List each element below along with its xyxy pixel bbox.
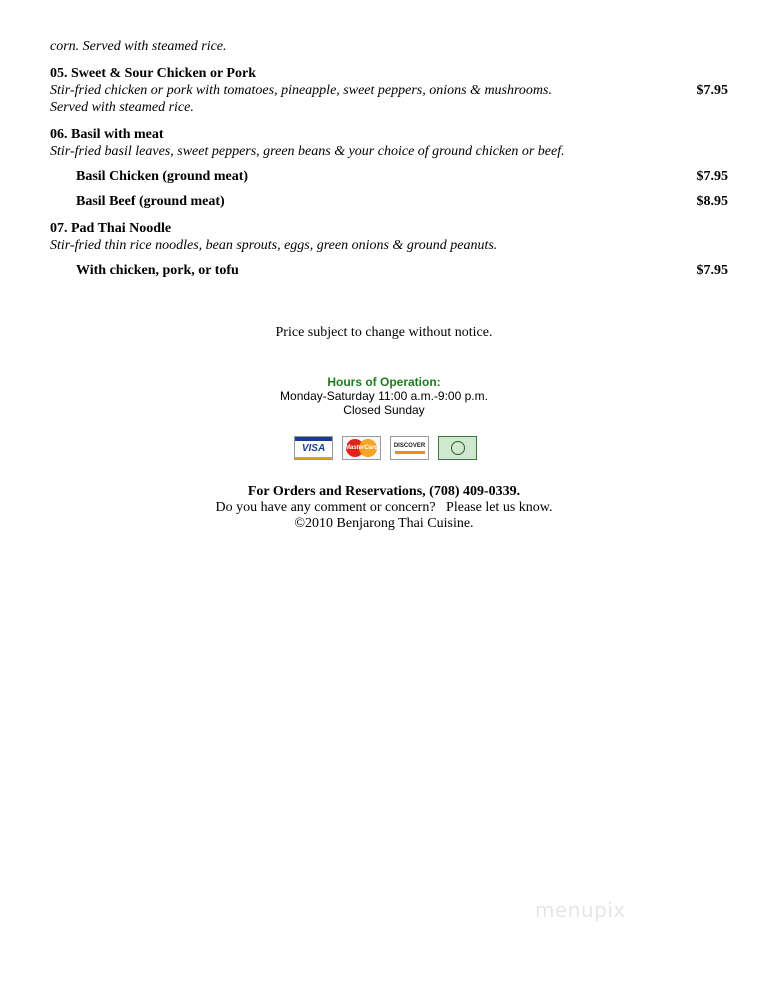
item-option	[50, 168, 728, 185]
orders-phone: For Orders and Reservations, (708) 409-0339.	[247, 484, 521, 499]
item-title: 06. Basil with meat	[50, 127, 164, 142]
item-title: 07. Pad Thai Noodle	[50, 221, 172, 236]
option-price: $8.95	[696, 194, 728, 209]
item-option	[50, 262, 728, 279]
payment-cards	[294, 436, 477, 460]
copyright: ©2010 Benjarong Thai Cuisine.	[294, 516, 474, 531]
item-description: Stir-fried basil leaves, sweet peppers, green beans & your choice of ground chicken or beef.	[50, 144, 565, 159]
option-label: Basil Chicken (ground meat)	[76, 169, 249, 184]
contact-info	[0, 484, 768, 532]
hours-weekday: Monday-Saturday 11:00 a.m.-9:00 p.m.	[280, 389, 488, 403]
option-price: $7.95	[696, 263, 728, 278]
item-option	[50, 193, 728, 210]
american-express-icon	[438, 436, 477, 460]
hours-title: Hours of Operation:	[327, 375, 441, 389]
hours-closed: Closed Sunday	[343, 403, 425, 417]
item-title: 05. Sweet & Sour Chicken or Pork	[50, 66, 256, 81]
menu-section	[50, 38, 728, 279]
menu-item-basil	[50, 126, 728, 210]
item-description: Stir-fried thin rice noodles, bean sprouts, eggs, green onions & ground peanuts.	[50, 238, 498, 253]
hours-of-operation	[0, 375, 768, 417]
option-price: $7.95	[696, 169, 728, 184]
continued-description: corn. Served with steamed rice.	[50, 39, 227, 54]
visa-card-icon	[294, 436, 333, 460]
item-description: Stir-fried chicken or pork with tomatoes, pineapple, sweet peppers, onions & mushrooms. Served with steamed rice.	[50, 83, 552, 115]
menu-item-pad-thai	[50, 220, 728, 279]
comment-prompt[interactable]: Do you have any comment or concern? Please let us know.	[215, 500, 553, 515]
discover-label: DISCOVER	[393, 442, 426, 449]
item-price: $7.95	[696, 83, 728, 98]
option-label: Basil Beef (ground meat)	[76, 194, 225, 209]
price-notice: Price subject to change without notice.	[275, 325, 493, 340]
visa-label: VISA	[301, 442, 326, 454]
menu-item-sweet-sour	[50, 65, 728, 116]
mastercard-label: MasterCard	[344, 445, 378, 451]
discover-card-icon	[390, 436, 429, 460]
menupix-watermark: menupix	[535, 898, 626, 922]
mastercard-icon	[342, 436, 381, 460]
option-label: With chicken, pork, or tofu	[76, 263, 239, 278]
